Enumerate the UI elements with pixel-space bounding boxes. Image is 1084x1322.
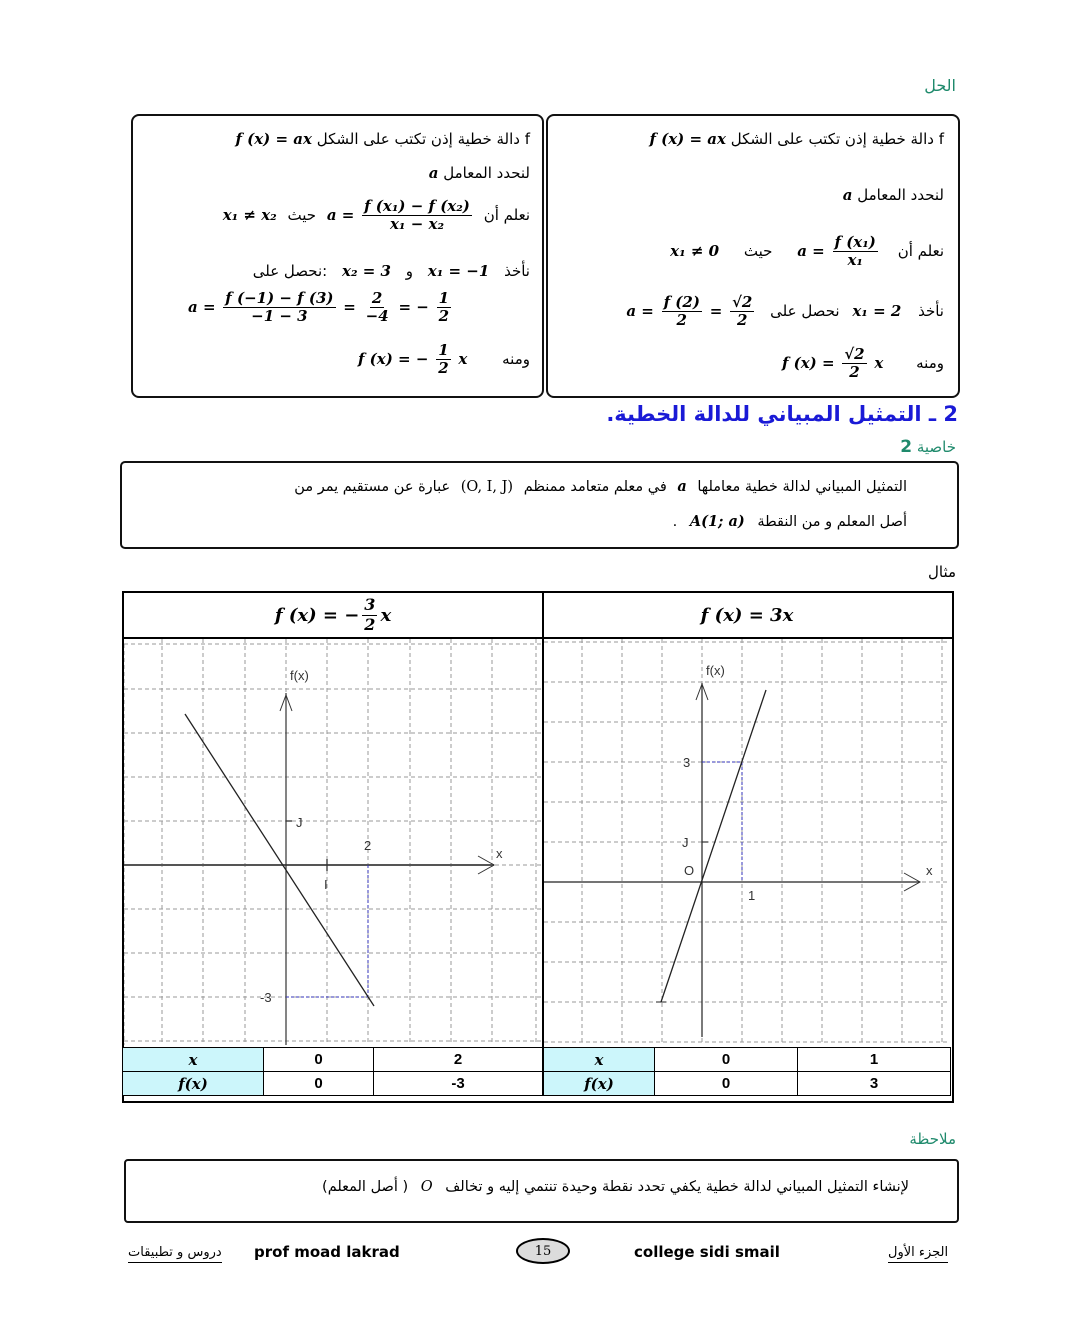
numerator: f (2)	[663, 293, 700, 311]
numerator: f (x₁) − f (x₂)	[364, 197, 470, 215]
denominator: 2	[676, 311, 687, 330]
fraction	[362, 596, 377, 634]
condition: x₁ ≠ 0	[670, 241, 720, 260]
table-header: f(x)	[123, 1072, 264, 1096]
formula: f (x) = ax	[235, 130, 312, 148]
numerator: 2	[371, 289, 383, 307]
variable: a	[677, 478, 687, 495]
variable: a	[842, 186, 853, 204]
denominator: 2	[849, 363, 860, 382]
denominator: 2	[364, 614, 376, 634]
line-determine	[843, 186, 944, 204]
text: ومنه	[916, 353, 944, 372]
grid	[544, 639, 950, 1045]
solution-heading: الحل	[924, 76, 956, 95]
denominator: −4	[365, 307, 389, 326]
line-computation	[188, 290, 454, 326]
x-tick-label: 1	[748, 888, 756, 903]
formula: f (x) = ax	[649, 130, 726, 148]
equals: =	[343, 297, 356, 316]
unit-j-label: J	[682, 835, 689, 850]
chart-title-left	[124, 594, 542, 636]
text: حيث	[743, 241, 773, 260]
y-axis-label: f(x)	[706, 663, 725, 678]
unit-j-label: J	[296, 815, 303, 830]
solution-box-direct	[546, 114, 960, 398]
section-title: 2 ـ التمثيل المبياني للدالة الخطية.	[606, 402, 958, 426]
formula-lhs: a =	[626, 301, 654, 320]
formula-lhs: a =	[326, 205, 355, 224]
denominator: 2	[438, 307, 450, 326]
line-formula	[223, 198, 530, 234]
formula-lhs: a =	[188, 297, 216, 316]
denominator: x₁ − x₂	[389, 215, 445, 234]
text: .	[672, 514, 678, 530]
table-row	[544, 1072, 951, 1096]
fraction	[223, 290, 335, 326]
fraction	[362, 198, 472, 234]
fraction	[364, 290, 391, 326]
variable: O	[420, 1179, 433, 1195]
table-row	[123, 1072, 543, 1096]
property-heading	[900, 437, 956, 457]
fraction	[437, 290, 451, 326]
formula-lhs: f (x) =	[781, 353, 835, 372]
property-number: 2	[900, 437, 913, 457]
chart-left	[124, 639, 542, 1045]
text: لنحدد المعامل	[857, 186, 944, 204]
table-header: x	[544, 1048, 655, 1072]
numerator: 1	[438, 341, 449, 359]
table-cell: 2	[374, 1048, 543, 1072]
table-cell: 0	[264, 1072, 374, 1096]
numerator: √2	[844, 345, 865, 363]
values-table-left	[122, 1047, 543, 1096]
equals: = −	[398, 297, 429, 316]
table-row	[123, 1048, 543, 1072]
text: عبارة عن مستقيم يمر من	[294, 479, 451, 495]
line-definition	[235, 130, 530, 148]
text: f دالة خطية إذن تكتب على الشكل	[316, 130, 530, 148]
origin-label: O	[684, 863, 695, 878]
solution-box-two-points	[131, 114, 544, 398]
point-notation: A(1; a)	[689, 513, 745, 530]
assignment: x₁ = 2	[852, 301, 902, 320]
text: التمثيل المبياني لدالة خطية معاملها	[697, 479, 907, 495]
text: و	[405, 262, 413, 280]
fraction	[436, 342, 450, 378]
fraction	[842, 346, 866, 382]
formula-lhs: a =	[797, 241, 825, 260]
title-lhs: f (x) = −	[274, 604, 360, 626]
frame-notation: (O, I, J)	[460, 479, 514, 495]
fraction	[662, 294, 702, 330]
denominator: 2	[736, 311, 748, 330]
page-number-badge	[516, 1238, 570, 1264]
text: f دالة خطية إذن تكتب على الشكل	[730, 130, 944, 148]
table-cell: 0	[655, 1072, 798, 1096]
table-cell: 0	[264, 1048, 374, 1072]
y-tick-label: 3	[683, 755, 691, 770]
line-definition	[649, 130, 944, 148]
note-heading: ملاحظة	[909, 1130, 956, 1148]
line-result	[358, 342, 530, 378]
denominator: −1 − 3	[251, 307, 308, 326]
text: في معلم متعامد ممنظم	[523, 479, 667, 495]
text: ومنه	[502, 349, 530, 368]
text: نعلم أن	[483, 205, 530, 224]
fraction	[833, 234, 878, 270]
grid	[124, 639, 542, 1045]
numerator: f (x₁)	[834, 233, 876, 251]
property-label: خاصية	[916, 438, 956, 456]
fraction	[730, 294, 754, 330]
line-substitution	[626, 294, 944, 330]
note-box	[124, 1159, 959, 1223]
x-axis-label: x	[926, 863, 933, 878]
page-number: 15	[534, 1243, 552, 1259]
condition: x₁ ≠ x₂	[222, 205, 277, 224]
text: نأخذ	[918, 301, 944, 320]
text: لإنشاء التمثيل المبياني لدالة خطية يكفي تحدد نقطة وحيدة تنتمي إليه و تخالف	[445, 1179, 909, 1195]
example-label: مثال	[927, 563, 956, 581]
footer-school: college sidi smail	[634, 1243, 780, 1261]
text: ( أصل المعلم)	[322, 1179, 409, 1195]
values-table-right	[543, 1047, 951, 1096]
assignment: x₂ = 3	[342, 262, 391, 280]
text: حيث	[287, 205, 317, 224]
y-tick-label: -3	[260, 990, 272, 1005]
property-line-2	[673, 513, 907, 530]
assignment: x₁ = −1	[427, 262, 490, 280]
footer-author: prof moad lakrad	[254, 1243, 400, 1261]
equals: =	[709, 301, 723, 320]
variable: x	[874, 353, 884, 372]
numerator: f (−1) − f (3)	[225, 289, 334, 307]
text: نحصل على	[770, 301, 840, 320]
footer-left: دروس و تطبيقات	[128, 1245, 222, 1263]
chart-right	[544, 639, 950, 1045]
table-row	[544, 1048, 951, 1072]
text: أصل المعلم و من النقطة	[757, 514, 907, 530]
chart-title-right: f (x) = 3x	[700, 604, 794, 626]
numerator: 1	[438, 289, 450, 307]
line-formula	[670, 234, 944, 270]
text: لنحدد المعامل	[443, 164, 530, 182]
property-line-1	[294, 478, 907, 495]
y-axis-label: f(x)	[290, 668, 309, 683]
note-text	[322, 1179, 909, 1195]
table-cell: 3	[798, 1072, 951, 1096]
numerator: √2	[732, 293, 753, 311]
table-cell: 0	[655, 1048, 798, 1072]
variable: x	[458, 349, 468, 368]
x-axis-label: x	[496, 846, 503, 861]
line-result	[782, 346, 944, 382]
x-tick-label: 2	[364, 838, 372, 853]
text: نحصل على:	[252, 262, 328, 280]
table-cell: -3	[374, 1072, 543, 1096]
title-var: x	[380, 604, 392, 626]
text: نأخذ	[504, 262, 530, 280]
function-line	[661, 690, 766, 1002]
line-determine	[429, 164, 530, 182]
unit-i-label: I	[324, 877, 328, 892]
footer-right: الجزء الأول	[888, 1245, 948, 1263]
denominator: x₁	[847, 251, 863, 270]
denominator: 2	[438, 359, 449, 378]
table-header: x	[123, 1048, 264, 1072]
formula-lhs: f (x) = −	[358, 349, 429, 368]
line-substitution	[253, 262, 530, 280]
numerator: 3	[364, 595, 376, 615]
property-box	[120, 461, 959, 549]
text: نعلم أن	[897, 241, 944, 260]
table-cell: 1	[798, 1048, 951, 1072]
function-line	[185, 714, 374, 1006]
table-header: f(x)	[544, 1072, 655, 1096]
variable: a	[428, 164, 439, 182]
